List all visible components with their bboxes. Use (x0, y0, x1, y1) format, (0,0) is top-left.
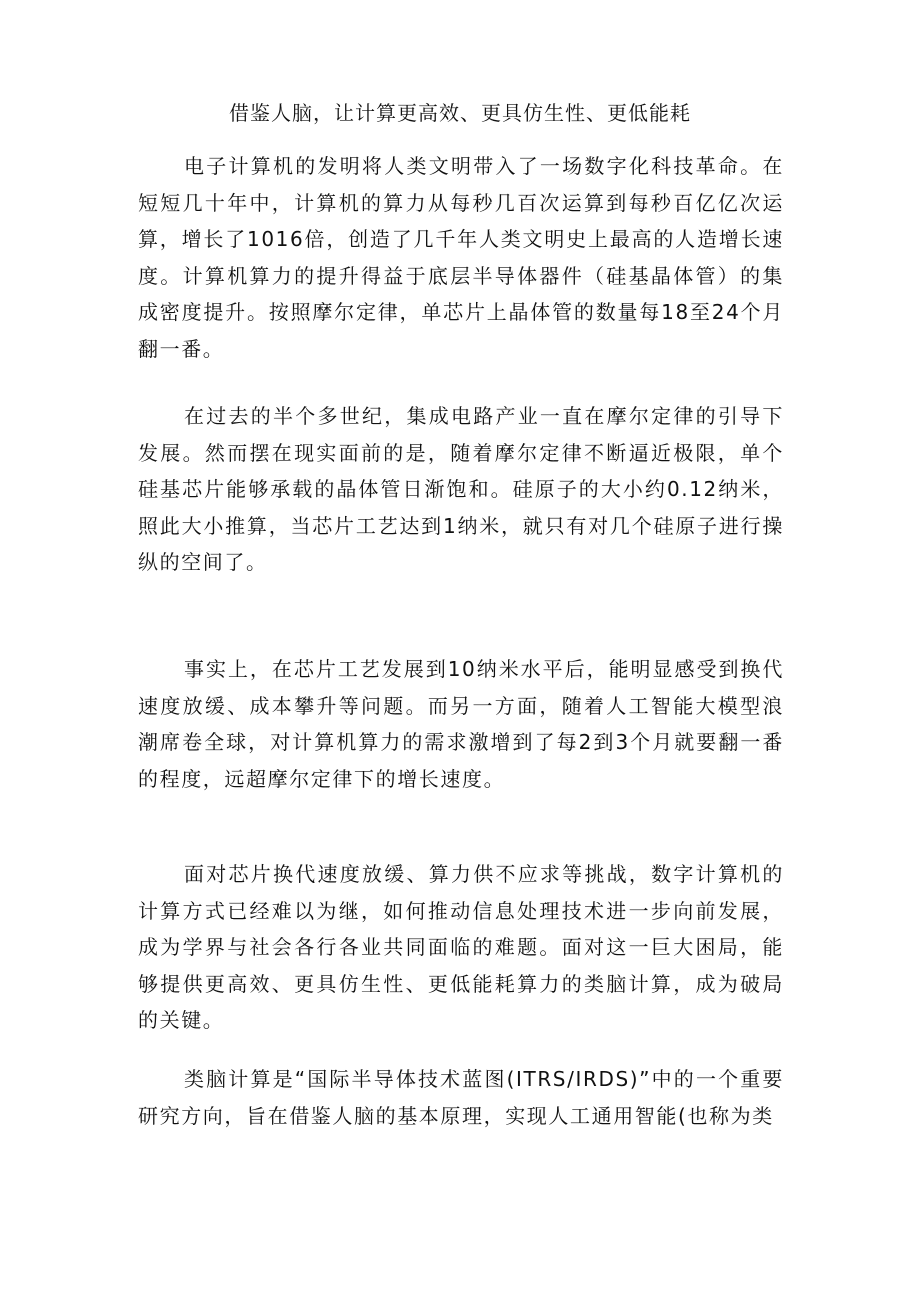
paragraph-3: 事实上，在芯片工艺发展到10纳米水平后，能明显感受到换代速度放缓、成本攀升等问题。而另一方面，随着人工智能大模型浪潮席卷全球，对计算机算力的需求激增到了每2到3个月就要翻一番的程度，远超摩尔定律下的增长速度。 (138, 657, 784, 791)
document-title: 借鉴人脑，让计算更高效、更具仿生性、更低能耗 (229, 101, 691, 125)
paragraph-4: 面对芯片换代速度放缓、算力供不应求等挑战，数字计算机的计算方式已经难以为继，如何推动信息处理技术进一步向前发展，成为学界与社会各行各业共同面临的难题。面对这一巨大困局，能够提供更高效、更具仿生性、更低能耗算力的类脑计算，成为破局的关键。 (138, 862, 784, 1033)
paragraph-5: 类脑计算是“国际半导体技术蓝图(ITRS/IRDS)”中的一个重要研究方向，旨在借鉴人脑的基本原理，实现人工通用智能(也称为类 (138, 1067, 784, 1128)
paragraph-1: 电子计算机的发明将人类文明带入了一场数字化科技革命。在短短几十年中，计算机的算力从每秒几百次运算到每秒百亿亿次运算，增长了1016倍，创造了几千年人类文明史上最高的人造增长速度。计算机算力的提升得益于底层半导体器件（硅基晶体管）的集成密度提升。按照摩尔定律，单芯片上晶体管的数量每18至24个月翻一番。 (138, 154, 784, 361)
paragraph-2: 在过去的半个多世纪，集成电路产业一直在摩尔定律的引导下发展。然而摆在现实面前的是，随着摩尔定律不断逼近极限，单个硅基芯片能够承载的晶体管日渐饱和。硅原子的大小约0.12纳米，照此大小推算，当芯片工艺达到1纳米，就只有对几个硅原子进行操纵的空间了。 (138, 404, 784, 575)
